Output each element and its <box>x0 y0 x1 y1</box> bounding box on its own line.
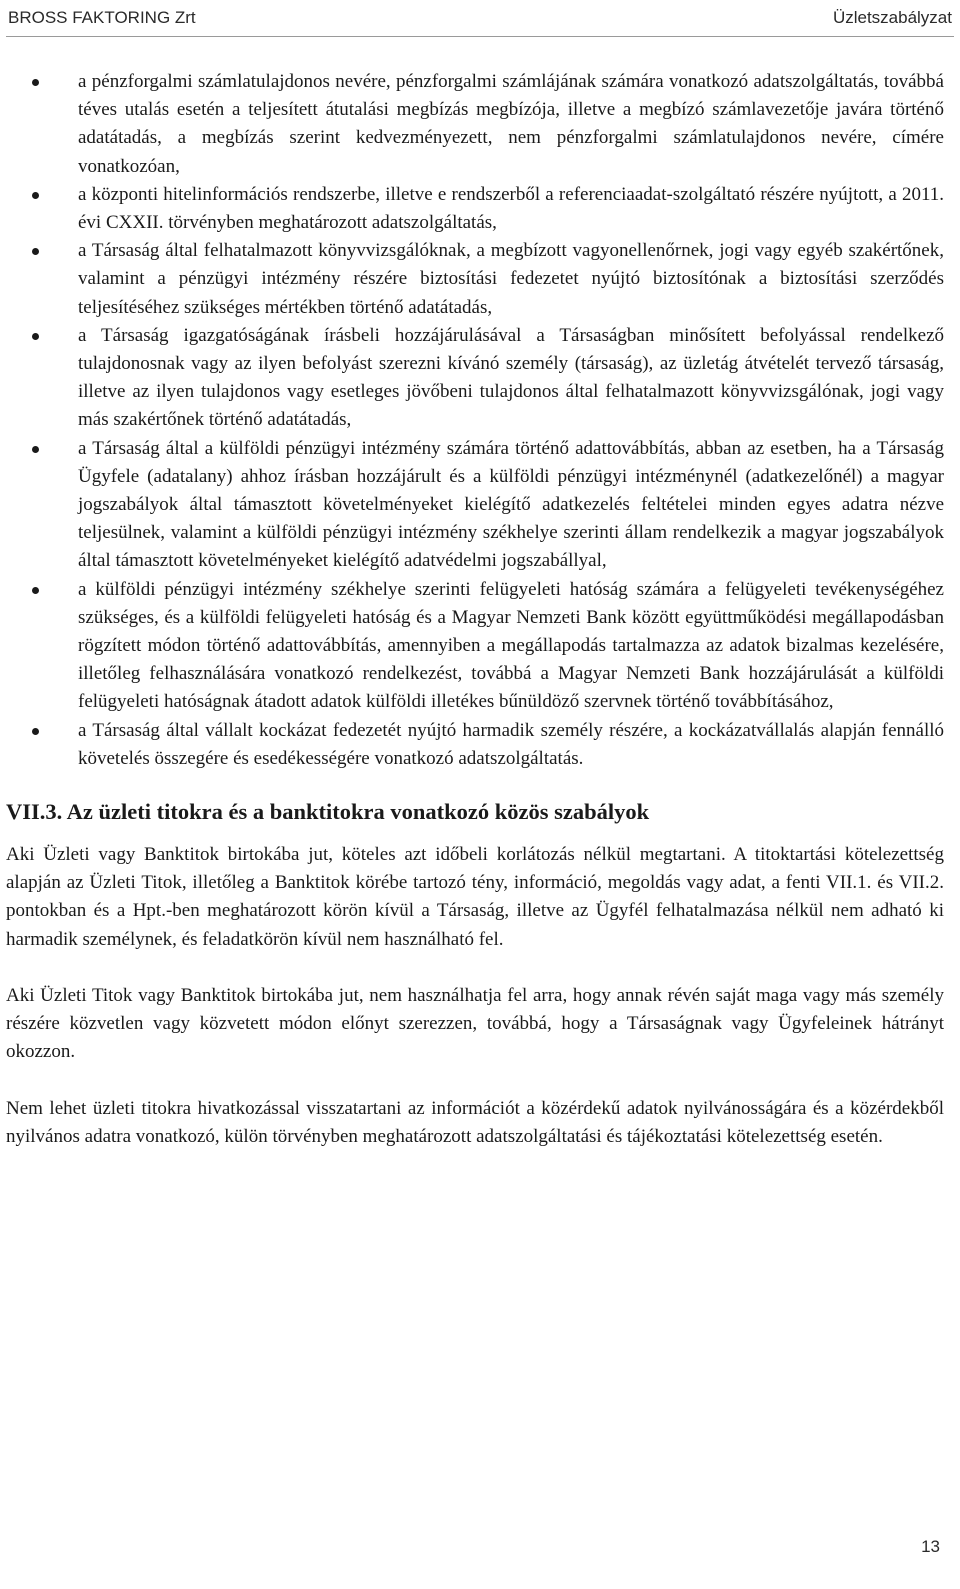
list-item-text: a Társaság igazgatóságának írásbeli hozzájárulásával a Társaságban minősített befolyással rendelkező tulajdonosnak vagy az ilyen befolyást szerezni kívánó személy (társaság), az üzletág átvételét tervező társaság, illetve az ilyen tulajdonos vagy esetleges jövőbeni tulajdonos által felhatalmazott könyvvizsgálónak, jogi vagy más szakértőnek történő adatátadás, <box>78 324 944 431</box>
list-item-text: a Társaság által felhatalmazott könyvvizsgálóknak, a megbízott vagyonellenőrnek, jogi vagy egyéb szakértőnek, valamint a pénzügyi intézmény részére biztosítási fedezetet nyújtó biztosítónak a biztosítási szerződés teljesítéséhez szükséges mértékben történő adatátadás, <box>78 240 944 318</box>
list-item-text: a pénzforgalmi számlatulajdonos nevére, pénzforgalmi számlájának számára vonatkozó adatszolgáltatás, továbbá téves utalás esetén a teljesített átutalási megbízás megbízója, illetve a megbízó számlavezetője javára történő adatátadás, a megbízás szerint kedvezményezett, nem pénzforgalmi számlatulajdonos nevére, címére vonatkozóan, <box>78 71 944 177</box>
bullet-icon <box>32 587 39 594</box>
list-item <box>6 717 944 773</box>
list-item-text: a külföldi pénzügyi intézmény székhelye szerinti felügyeleti hatóság számára a felügyeleti tevékenységéhez szükséges, és a külföldi felügyeleti hatóság és a Magyar Nemzeti Bank között együttműködési megállapodásban rögzített módon történő adattovábbítás, amennyiben a megállapodás tartalmazza az adatok bizalmas kezelésére, illetőleg felhasználására vonatkozó rendelkezést, továbbá a Magyar Nemzeti Bank hozzájárulását a külföldi felügyeleti hatóságnak átadott adatok külföldi illetékes bűnüldöző szervnek történő továbbításához, <box>78 578 944 713</box>
bullet-icon <box>32 79 39 86</box>
header-divider <box>6 36 954 37</box>
bullet-list <box>6 68 944 773</box>
list-item-text: a központi hitelinformációs rendszerbe, illetve e rendszerből a referenciaadat-szolgáltató részére nyújtott, a 2011. évi CXXII. törvényben meghatározott adatszolgáltatás, <box>78 183 944 234</box>
header-document-title: Üzletszabályzat <box>832 8 952 27</box>
list-item <box>6 322 944 435</box>
list-item <box>6 576 944 717</box>
bullet-icon <box>32 446 39 453</box>
bullet-icon <box>32 248 39 255</box>
page-number: 13 <box>921 1537 940 1556</box>
section-heading: VII.3. Az üzleti titokra és a banktitokra vonatkozó közös szabályok <box>6 799 650 825</box>
bullet-icon <box>32 192 39 199</box>
page-header <box>8 4 952 32</box>
bullet-icon <box>32 728 39 735</box>
page-content <box>6 68 944 1179</box>
list-item-text: a Társaság által a külföldi pénzügyi intézmény számára történő adattovábbítás, abban az esetben, ha a Társaság Ügyfele (adatalany) ahhoz írásban hozzájárult és a külföldi pénzügyi intézménynél (adatkezelőnél) a magyar jogszabályok által támasztott követelményeket kielégítő adatkezelés feltételei minden egyes adatra nézve teljesülnek, valamint a külföldi pénzügyi intézmény székhelye szerinti állam rendelkezik a magyar jogszabályok által támasztott követelményeket kielégítő adatvédelmi jogszabállyal, <box>78 437 944 572</box>
bullet-icon <box>32 333 39 340</box>
header-company: BROSS FAKTORING Zrt <box>8 8 196 27</box>
paragraph-confidentiality-obligation: Aki Üzleti vagy Banktitok birtokába jut, köteles azt időbeli korlátozás nélkül megtartani. A titoktartási kötelezettség alapján az Üzleti Titok, illetőleg a Banktitok körébe tartozó tény, információ, megoldás vagy adat, a fenti VII.1. és VII.2. pontokban és a Hpt.-ben meghatározott körön kívül a Társaság, illetve az Ügyfél felhatalmazása nélkül nem adható ki harmadik személynek, és feladatkörön kívül nem használható fel. <box>6 844 944 950</box>
list-item-text: a Társaság által vállalt kockázat fedezetét nyújtó harmadik személy részére, a kockázatvállalás alapján fennálló követelés összegére és esedékességére vonatkozó adatszolgáltatás. <box>78 719 944 769</box>
list-item <box>6 68 944 181</box>
list-item <box>6 181 944 237</box>
paragraph-public-interest-exception: Nem lehet üzleti titokra hivatkozással visszatartani az információt a közérdekű adatok nyilvánosságára és a közérdekből nyilvános adatra vonatkozó, külön törvényben meghatározott adatszolgáltatási és tájékoztatási kötelezettség esetén. <box>6 1097 944 1147</box>
list-item <box>6 435 944 576</box>
list-item <box>6 237 944 322</box>
paragraph-no-advantage-use: Aki Üzleti Titok vagy Banktitok birtokába jut, nem használhatja fel arra, hogy annak révén saját maga vagy más személy részére közvetlen vagy közvetett módon előnyt szerezzen, továbbá, hogy a Társaságnak vagy Ügyfeleinek hátrányt okozzon. <box>6 984 944 1063</box>
